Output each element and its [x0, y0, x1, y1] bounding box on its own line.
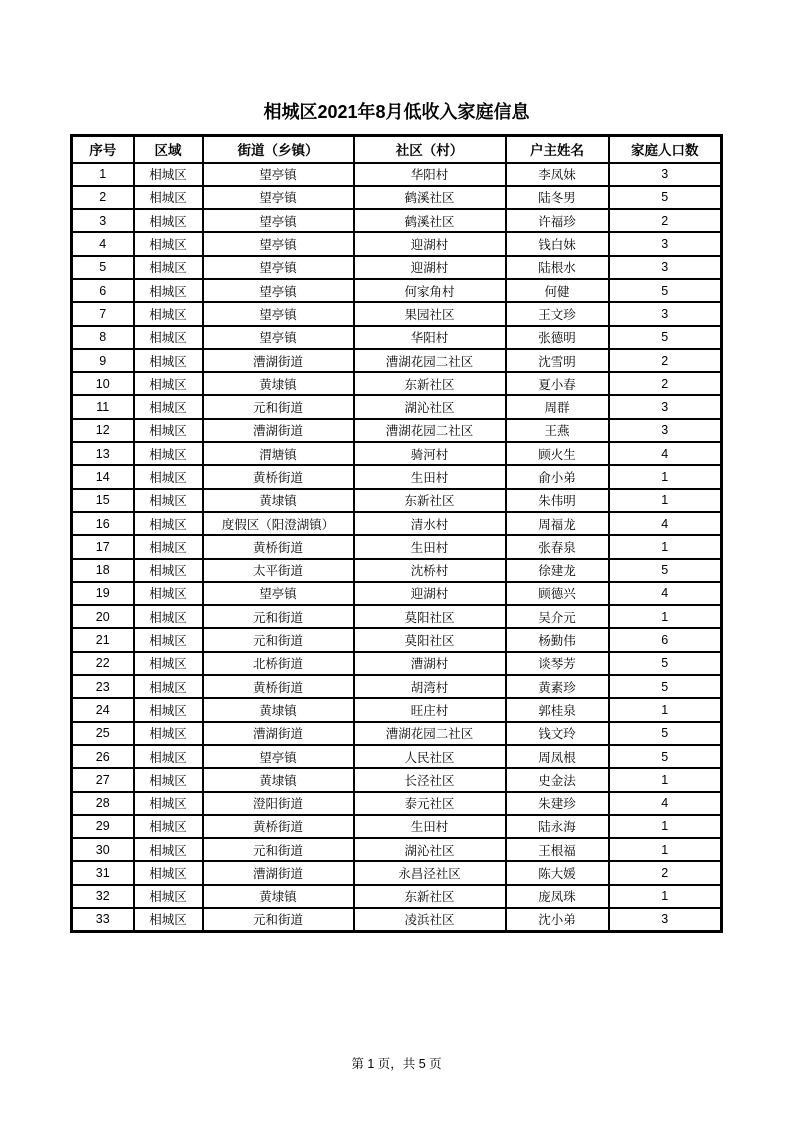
cell-householder: 周凤根 [506, 745, 609, 768]
cell-district: 相城区 [134, 512, 203, 535]
cell-householder: 俞小弟 [506, 465, 609, 488]
cell-community: 生田村 [354, 465, 506, 488]
cell-street: 黄埭镇 [203, 698, 354, 721]
table-row [72, 652, 722, 675]
cell-householder: 王文珍 [506, 302, 609, 325]
cell-seq: 15 [72, 489, 134, 512]
cell-community: 漕湖花园二社区 [354, 349, 506, 372]
cell-district: 相城区 [134, 861, 203, 884]
cell-seq: 16 [72, 512, 134, 535]
table-row [72, 279, 722, 302]
cell-district: 相城区 [134, 256, 203, 279]
cell-family-size: 1 [609, 535, 722, 558]
cell-street: 黄桥街道 [203, 675, 354, 698]
cell-district: 相城区 [134, 792, 203, 815]
cell-householder: 陆根水 [506, 256, 609, 279]
cell-community: 莫阳社区 [354, 605, 506, 628]
cell-family-size: 2 [609, 349, 722, 372]
cell-community: 泰元社区 [354, 792, 506, 815]
cell-district: 相城区 [134, 372, 203, 395]
cell-householder: 吴介元 [506, 605, 609, 628]
cell-district: 相城区 [134, 582, 203, 605]
cell-district: 相城区 [134, 489, 203, 512]
cell-district: 相城区 [134, 186, 203, 209]
cell-family-size: 1 [609, 838, 722, 861]
cell-seq: 24 [72, 698, 134, 721]
cell-seq: 21 [72, 628, 134, 651]
cell-seq: 33 [72, 908, 134, 931]
table-row [72, 209, 722, 232]
cell-street: 漕湖街道 [203, 349, 354, 372]
table-row [72, 698, 722, 721]
cell-street: 望亭镇 [203, 256, 354, 279]
cell-family-size: 5 [609, 722, 722, 745]
cell-district: 相城区 [134, 652, 203, 675]
cell-seq: 3 [72, 209, 134, 232]
cell-district: 相城区 [134, 279, 203, 302]
cell-family-size: 5 [609, 186, 722, 209]
cell-seq: 7 [72, 302, 134, 325]
cell-seq: 12 [72, 419, 134, 442]
cell-householder: 夏小春 [506, 372, 609, 395]
cell-community: 湖沁社区 [354, 395, 506, 418]
cell-seq: 8 [72, 326, 134, 349]
cell-family-size: 1 [609, 465, 722, 488]
cell-seq: 22 [72, 652, 134, 675]
cell-street: 望亭镇 [203, 279, 354, 302]
cell-family-size: 2 [609, 861, 722, 884]
cell-seq: 32 [72, 885, 134, 908]
cell-district: 相城区 [134, 768, 203, 791]
cell-district: 相城区 [134, 465, 203, 488]
cell-family-size: 5 [609, 745, 722, 768]
cell-family-size: 3 [609, 256, 722, 279]
cell-family-size: 4 [609, 512, 722, 535]
cell-street: 望亭镇 [203, 163, 354, 186]
cell-street: 黄桥街道 [203, 815, 354, 838]
cell-seq: 18 [72, 559, 134, 582]
table-row [72, 465, 722, 488]
cell-community: 漕湖村 [354, 652, 506, 675]
cell-district: 相城区 [134, 559, 203, 582]
cell-community: 鹤溪社区 [354, 209, 506, 232]
cell-street: 黄埭镇 [203, 489, 354, 512]
column-header-family-size: 家庭人口数 [609, 136, 722, 163]
table-row [72, 395, 722, 418]
cell-householder: 王燕 [506, 419, 609, 442]
cell-seq: 30 [72, 838, 134, 861]
cell-community: 胡湾村 [354, 675, 506, 698]
cell-seq: 28 [72, 792, 134, 815]
cell-family-size: 3 [609, 302, 722, 325]
cell-family-size: 5 [609, 652, 722, 675]
table-row [72, 512, 722, 535]
cell-community: 迎湖村 [354, 582, 506, 605]
cell-community: 湖沁社区 [354, 838, 506, 861]
cell-community: 清水村 [354, 512, 506, 535]
cell-community: 凌浜社区 [354, 908, 506, 931]
cell-seq: 25 [72, 722, 134, 745]
cell-street: 望亭镇 [203, 186, 354, 209]
cell-street: 黄桥街道 [203, 535, 354, 558]
cell-family-size: 3 [609, 395, 722, 418]
cell-seq: 13 [72, 442, 134, 465]
column-header-street: 街道（乡镇） [203, 136, 354, 163]
cell-district: 相城区 [134, 349, 203, 372]
table-body [72, 163, 722, 932]
column-header-seq: 序号 [72, 136, 134, 163]
cell-street: 漕湖街道 [203, 419, 354, 442]
cell-householder: 陆冬男 [506, 186, 609, 209]
cell-community: 生田村 [354, 535, 506, 558]
cell-householder: 顾火生 [506, 442, 609, 465]
cell-seq: 19 [72, 582, 134, 605]
table-row [72, 186, 722, 209]
cell-family-size: 1 [609, 605, 722, 628]
page-number: 第 1 页，共 5 页 [351, 1057, 442, 1071]
cell-district: 相城区 [134, 815, 203, 838]
cell-householder: 沈小弟 [506, 908, 609, 931]
cell-community: 长泾社区 [354, 768, 506, 791]
cell-householder: 杨勤伟 [506, 628, 609, 651]
cell-seq: 11 [72, 395, 134, 418]
cell-family-size: 5 [609, 675, 722, 698]
table-row [72, 559, 722, 582]
cell-street: 黄桥街道 [203, 465, 354, 488]
table-row [72, 861, 722, 884]
cell-district: 相城区 [134, 722, 203, 745]
cell-street: 黄埭镇 [203, 768, 354, 791]
column-header-community: 社区（村） [354, 136, 506, 163]
cell-householder: 陈大媛 [506, 861, 609, 884]
cell-street: 度假区（阳澄湖镇） [203, 512, 354, 535]
cell-district: 相城区 [134, 745, 203, 768]
cell-family-size: 3 [609, 163, 722, 186]
cell-community: 永昌泾社区 [354, 861, 506, 884]
cell-community: 漕湖花园二社区 [354, 419, 506, 442]
cell-householder: 张春泉 [506, 535, 609, 558]
cell-seq: 5 [72, 256, 134, 279]
cell-street: 漕湖街道 [203, 861, 354, 884]
cell-householder: 史金法 [506, 768, 609, 791]
cell-street: 渭塘镇 [203, 442, 354, 465]
cell-seq: 27 [72, 768, 134, 791]
cell-householder: 庞凤珠 [506, 885, 609, 908]
cell-district: 相城区 [134, 395, 203, 418]
cell-district: 相城区 [134, 885, 203, 908]
cell-householder: 徐建龙 [506, 559, 609, 582]
cell-householder: 周群 [506, 395, 609, 418]
cell-householder: 李凤妹 [506, 163, 609, 186]
table-row [72, 908, 722, 931]
header-row [72, 136, 722, 163]
cell-seq: 2 [72, 186, 134, 209]
table-row [72, 349, 722, 372]
cell-householder: 钱文玲 [506, 722, 609, 745]
cell-seq: 23 [72, 675, 134, 698]
cell-householder: 朱建珍 [506, 792, 609, 815]
cell-family-size: 4 [609, 582, 722, 605]
cell-householder: 郭桂泉 [506, 698, 609, 721]
table-header [72, 136, 722, 163]
cell-district: 相城区 [134, 209, 203, 232]
table-row [72, 745, 722, 768]
cell-family-size: 5 [609, 326, 722, 349]
cell-community: 人民社区 [354, 745, 506, 768]
cell-family-size: 3 [609, 908, 722, 931]
table-row [72, 675, 722, 698]
table-row [72, 885, 722, 908]
table-row [72, 815, 722, 838]
cell-family-size: 1 [609, 885, 722, 908]
cell-seq: 29 [72, 815, 134, 838]
cell-street: 漕湖街道 [203, 722, 354, 745]
cell-district: 相城区 [134, 535, 203, 558]
cell-householder: 黄素珍 [506, 675, 609, 698]
cell-community: 华阳村 [354, 326, 506, 349]
cell-householder: 许福珍 [506, 209, 609, 232]
cell-seq: 26 [72, 745, 134, 768]
cell-householder: 朱伟明 [506, 489, 609, 512]
cell-seq: 4 [72, 232, 134, 255]
cell-community: 果园社区 [354, 302, 506, 325]
cell-community: 莫阳社区 [354, 628, 506, 651]
cell-district: 相城区 [134, 838, 203, 861]
page-title: 相城区2021年8月低收入家庭信息 [263, 102, 530, 122]
cell-seq: 20 [72, 605, 134, 628]
cell-family-size: 3 [609, 419, 722, 442]
cell-street: 元和街道 [203, 628, 354, 651]
cell-family-size: 3 [609, 232, 722, 255]
cell-family-size: 1 [609, 698, 722, 721]
cell-community: 沈桥村 [354, 559, 506, 582]
cell-street: 元和街道 [203, 395, 354, 418]
cell-street: 黄埭镇 [203, 885, 354, 908]
table-row [72, 302, 722, 325]
low-income-family-table [70, 134, 723, 933]
table-row [72, 768, 722, 791]
cell-family-size: 6 [609, 628, 722, 651]
table-row [72, 489, 722, 512]
cell-community: 鹤溪社区 [354, 186, 506, 209]
cell-street: 元和街道 [203, 838, 354, 861]
table-row [72, 419, 722, 442]
cell-community: 华阳村 [354, 163, 506, 186]
cell-householder: 顾德兴 [506, 582, 609, 605]
cell-street: 望亭镇 [203, 209, 354, 232]
cell-community: 漕湖花园二社区 [354, 722, 506, 745]
column-header-householder: 户主姓名 [506, 136, 609, 163]
cell-householder: 王根福 [506, 838, 609, 861]
cell-district: 相城区 [134, 163, 203, 186]
cell-community: 何家角村 [354, 279, 506, 302]
table-row [72, 838, 722, 861]
cell-street: 望亭镇 [203, 326, 354, 349]
table-row [72, 535, 722, 558]
table-row [72, 372, 722, 395]
cell-district: 相城区 [134, 326, 203, 349]
cell-district: 相城区 [134, 605, 203, 628]
cell-street: 望亭镇 [203, 582, 354, 605]
cell-community: 东新社区 [354, 885, 506, 908]
cell-seq: 10 [72, 372, 134, 395]
cell-community: 东新社区 [354, 489, 506, 512]
cell-district: 相城区 [134, 442, 203, 465]
cell-street: 望亭镇 [203, 745, 354, 768]
cell-seq: 31 [72, 861, 134, 884]
cell-family-size: 4 [609, 792, 722, 815]
cell-seq: 6 [72, 279, 134, 302]
cell-district: 相城区 [134, 232, 203, 255]
cell-district: 相城区 [134, 419, 203, 442]
cell-street: 太平街道 [203, 559, 354, 582]
cell-family-size: 2 [609, 372, 722, 395]
cell-district: 相城区 [134, 628, 203, 651]
table-row [72, 442, 722, 465]
cell-householder: 何健 [506, 279, 609, 302]
cell-street: 澄阳街道 [203, 792, 354, 815]
cell-householder: 谈琴芳 [506, 652, 609, 675]
cell-family-size: 1 [609, 768, 722, 791]
cell-householder: 沈雪明 [506, 349, 609, 372]
table-row [72, 232, 722, 255]
cell-community: 骑河村 [354, 442, 506, 465]
cell-community: 生田村 [354, 815, 506, 838]
cell-community: 东新社区 [354, 372, 506, 395]
table-row [72, 792, 722, 815]
cell-street: 黄埭镇 [203, 372, 354, 395]
table-row [72, 256, 722, 279]
table-row [72, 582, 722, 605]
cell-householder: 钱白妹 [506, 232, 609, 255]
cell-street: 元和街道 [203, 908, 354, 931]
cell-family-size: 1 [609, 489, 722, 512]
column-header-district: 区域 [134, 136, 203, 163]
cell-family-size: 5 [609, 279, 722, 302]
cell-seq: 9 [72, 349, 134, 372]
cell-street: 元和街道 [203, 605, 354, 628]
table-row [72, 722, 722, 745]
table-row [72, 163, 722, 186]
cell-district: 相城区 [134, 675, 203, 698]
cell-seq: 1 [72, 163, 134, 186]
cell-community: 迎湖村 [354, 232, 506, 255]
cell-street: 北桥街道 [203, 652, 354, 675]
table-row [72, 605, 722, 628]
cell-family-size: 4 [609, 442, 722, 465]
cell-community: 旺庄村 [354, 698, 506, 721]
cell-district: 相城区 [134, 698, 203, 721]
cell-householder: 周福龙 [506, 512, 609, 535]
cell-family-size: 2 [609, 209, 722, 232]
cell-householder: 张德明 [506, 326, 609, 349]
cell-seq: 14 [72, 465, 134, 488]
cell-family-size: 1 [609, 815, 722, 838]
cell-community: 迎湖村 [354, 256, 506, 279]
cell-householder: 陆永海 [506, 815, 609, 838]
cell-seq: 17 [72, 535, 134, 558]
table-row [72, 326, 722, 349]
cell-district: 相城区 [134, 908, 203, 931]
table-row [72, 628, 722, 651]
cell-street: 望亭镇 [203, 232, 354, 255]
cell-family-size: 5 [609, 559, 722, 582]
cell-district: 相城区 [134, 302, 203, 325]
cell-street: 望亭镇 [203, 302, 354, 325]
